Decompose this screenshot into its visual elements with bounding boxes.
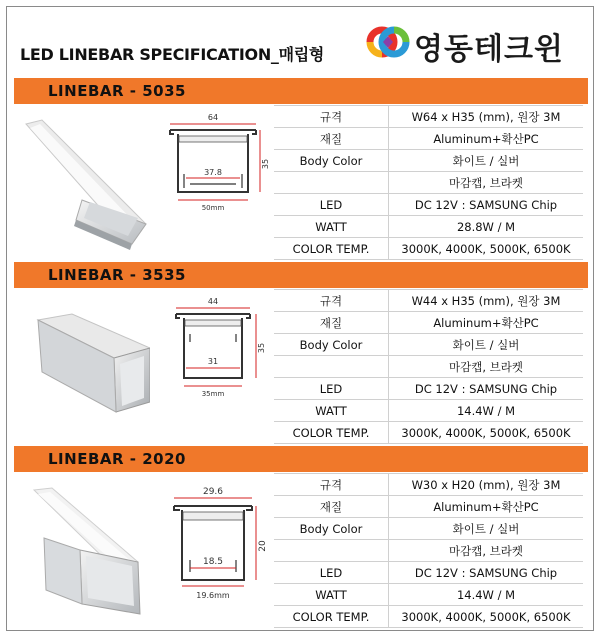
product-photo-5035 [20,114,150,254]
spec-value: 마감캡, 브라켓 [389,356,584,378]
spec-value: 14.4W / M [389,400,584,422]
spec-table-2020 [274,473,583,628]
section-header-bar [14,78,588,104]
spec-table-5035 [274,105,583,260]
spec-row [274,606,583,628]
spec-value: Aluminum+확산PC [389,496,584,518]
spec-label: Body Color [274,150,389,172]
spec-row [274,422,583,444]
section-title: LINEBAR - 5035 [48,82,186,100]
spec-label [274,172,389,194]
spec-label: WATT [274,216,389,238]
spec-label: 재질 [274,312,389,334]
section-title: LINEBAR - 2020 [48,450,186,468]
spec-value: DC 12V : SAMSUNG Chip [389,378,584,400]
spec-value: DC 12V : SAMSUNG Chip [389,194,584,216]
spec-value: 3000K, 4000K, 5000K, 6500K [389,238,584,260]
dim-bottom-width: 19.6mm [196,591,230,600]
spec-row [274,216,583,238]
spec-label: LED [274,194,389,216]
spec-label: 규격 [274,290,389,312]
spec-value: 화이트 / 실버 [389,518,584,540]
spec-value: 3000K, 4000K, 5000K, 6500K [389,422,584,444]
section-header-bar [14,446,588,472]
spec-row [274,150,583,172]
spec-value: 14.4W / M [389,584,584,606]
spec-label: COLOR TEMP. [274,606,389,628]
spec-row [274,356,583,378]
spec-value: Aluminum+확산PC [389,128,584,150]
section-header-bar [14,262,588,288]
spec-row [274,540,583,562]
spec-value: 마감캡, 브라켓 [389,540,584,562]
spec-row [274,194,583,216]
spec-row [274,474,583,496]
spec-value: 3000K, 4000K, 5000K, 6500K [389,606,584,628]
dim-bottom-width: 50mm [201,204,225,212]
dim-inner-width: 31 [207,357,219,366]
dim-height: 35 [257,342,266,354]
spec-value: W44 x H35 (mm), 원장 3M [389,290,584,312]
spec-label [274,356,389,378]
spec-label: LED [274,378,389,400]
spec-row [274,312,583,334]
spec-label: WATT [274,584,389,606]
spec-row [274,584,583,606]
spec-row [274,172,583,194]
cross-section-drawing-3535 [160,298,270,408]
section-title: LINEBAR - 3535 [48,266,186,284]
spec-label [274,540,389,562]
dim-top-width: 29.6 [202,487,224,497]
logo-mark-icon [366,22,410,62]
spec-value: 마감캡, 브라켓 [389,172,584,194]
spec-row [274,378,583,400]
cross-section-drawing-2020 [160,486,270,601]
spec-row [274,290,583,312]
document-title: LED LINEBAR SPECIFICATION_매립형 [20,45,325,64]
spec-value: DC 12V : SAMSUNG Chip [389,562,584,584]
spec-label: 재질 [274,128,389,150]
spec-label: COLOR TEMP. [274,238,389,260]
dim-inner-width: 37.8 [204,168,222,177]
spec-label: 규격 [274,474,389,496]
dim-inner-width: 18.5 [202,557,224,567]
cross-section-drawing-5035 [160,114,270,224]
spec-row [274,106,583,128]
spec-label: COLOR TEMP. [274,422,389,444]
spec-row [274,562,583,584]
spec-label: 재질 [274,496,389,518]
spec-row [274,128,583,150]
spec-value: W30 x H20 (mm), 원장 3M [389,474,584,496]
spec-label: 규격 [274,106,389,128]
spec-label: Body Color [274,334,389,356]
spec-table-3535 [274,289,583,444]
company-logo [366,22,586,67]
spec-row [274,238,583,260]
dim-height: 20 [258,540,268,552]
dim-bottom-width: 35mm [201,390,225,398]
spec-value: 28.8W / M [389,216,584,238]
spec-label: WATT [274,400,389,422]
spec-row [274,334,583,356]
product-photo-3535 [20,306,150,416]
spec-label: LED [274,562,389,584]
dim-top-width: 64 [207,114,219,122]
spec-value: 화이트 / 실버 [389,334,584,356]
spec-row [274,400,583,422]
spec-label: Body Color [274,518,389,540]
spec-value: Aluminum+확산PC [389,312,584,334]
logo-text: 영동테크윈 [414,32,564,67]
spec-value: W64 x H35 (mm), 원장 3M [389,106,584,128]
spec-value: 화이트 / 실버 [389,150,584,172]
dim-height: 35 [261,158,270,170]
spec-row [274,496,583,518]
dim-top-width: 44 [207,298,219,306]
spec-row [274,518,583,540]
product-photo-2020 [20,486,150,621]
